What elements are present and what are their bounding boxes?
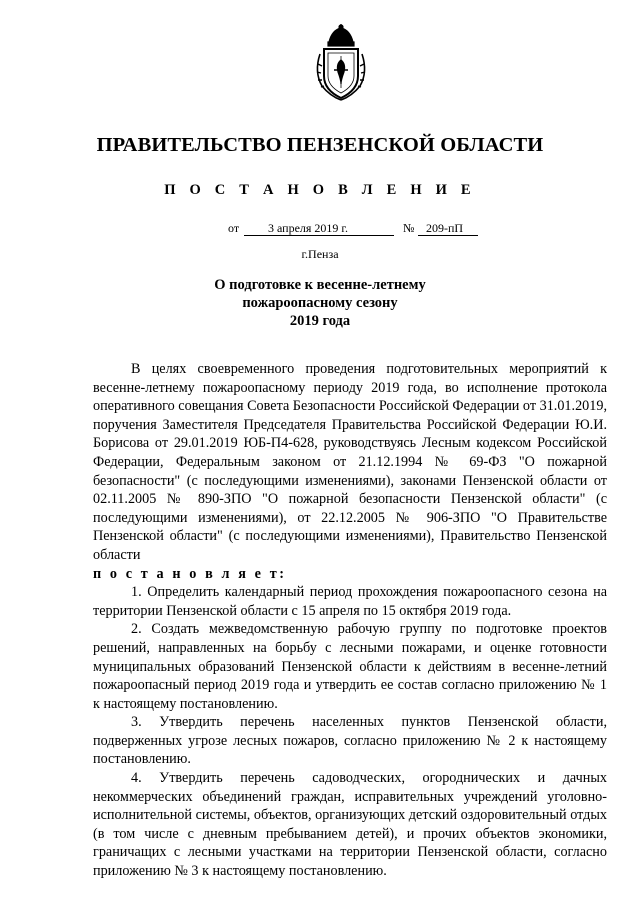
subject-line-2: пожароопасному сезону [242,295,398,311]
clause-3: 3. Утвердить перечень населенных пунктов Пензенской области, подверженных угрозе лесных пожаров, согласно приложению № 2 к настоящему постановлению. [93,714,607,768]
clause-1: 1. Определить календарный период прохождения пожароопасного сезона на территории Пензенской области с 15 апреля по 15 октября 2019 года. [93,584,607,619]
number-prefix: № [403,221,415,235]
date-prefix: от [228,221,240,235]
document-type: П О С Т А Н О В Л Е Н И Е [164,182,476,198]
document-subject [0,276,640,330]
document-date: 3 апреля 2019 г. [268,221,348,235]
coat-of-arms-emblem [312,24,370,102]
preamble-paragraph: В целях своевременного проведения подготовительных мероприятий к весенне-летнему пожароопасному периоду 2019 года, во исполнение протокола оперативного совещания Совета Безопасности Российской Федерации от 31.01.2019, поручения Заместителя Председателя Правительства Российской Федерации Ю.И. Борисова от 29.01.2019 ЮБ-П4-628, руководствуясь Лесным кодексом Российской Федерации, Федеральным законом от 21.12.1994 № 69-ФЗ "О пожарной безопасности" (с последующими изменениями), законами Пензенской области от 02.11.2005 № 890-ЗПО "О пожарной безопасности Пензенской области" (с последующими изменениями), от 22.12.2005 № 906-ЗПО "О Правительстве Пензенской области" (с последующими изменениями), Правительство Пензенской области [93,361,607,563]
document-body [93,360,607,881]
city-name: г.Пенза [301,247,339,261]
clause-4: 4. Утвердить перечень садоводческих, огороднических и дачных некоммерческих объединений граждан, исправительных учреждений уголовно-исполнительной системы, объектов, организующих детский оздоровительный отдых (в том числе с дневным пребыванием детей), и прочих объектов экономики, граничащих с лесными участками на территории Пензенской области, согласно приложению № 3 к настоящему постановлению. [93,770,607,880]
clause-2: 2. Создать межведомственную рабочую группу по подготовке проектов решений, направленных на борьбу с лесными пожарами, и оценке готовности муниципальных образований Пензенской области к действиям в весенне-летний пожароопасный период 2019 года и утвердить ее состав согласно приложению № 1 к настоящему постановлению. [93,621,607,712]
subject-line-1: О подготовке к весенне-летнему [214,277,426,293]
government-title: ПРАВИТЕЛЬСТВО ПЕНЗЕНСКОЙ ОБЛАСТИ [96,134,544,156]
document-number: 209-пП [426,221,464,235]
subject-line-3: 2019 года [289,313,351,329]
resolves-heading: п о с т а н о в л я е т: [93,565,287,582]
